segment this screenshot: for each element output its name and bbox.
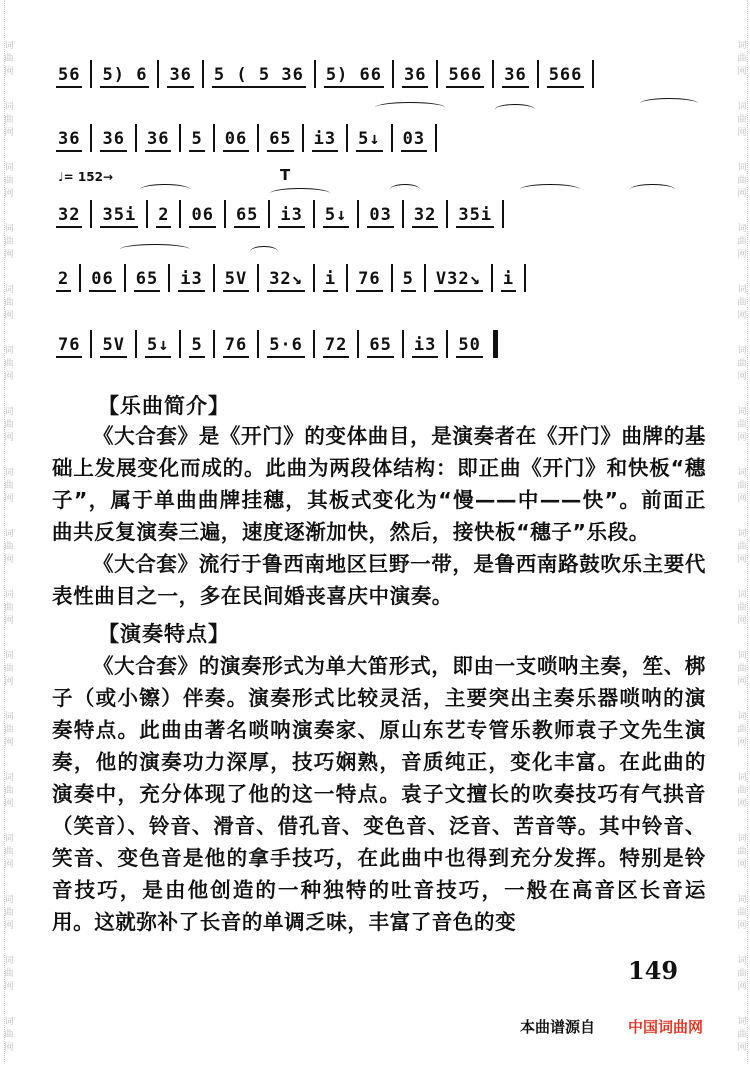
score-measure: 566: [547, 65, 585, 88]
barline: [224, 200, 226, 228]
score-measure: 5↓: [323, 205, 349, 228]
barline: [357, 200, 359, 228]
score-measure: i3: [278, 205, 304, 228]
score-measure: 5↓: [145, 335, 171, 358]
barline: [502, 200, 504, 228]
barline: [346, 124, 348, 152]
barline: [157, 60, 159, 88]
watermark-text: 词 曲 网: [4, 895, 14, 931]
barline: [135, 330, 137, 358]
score-measure: 566: [446, 65, 484, 88]
watermark-text: 词 曲 网: [4, 834, 14, 870]
score-measure: 72: [323, 335, 349, 358]
barline: [313, 264, 315, 292]
barline: [424, 264, 426, 292]
slur: [495, 104, 535, 115]
barline: [491, 264, 493, 292]
source-label: 本曲谱源自: [520, 1018, 596, 1036]
score-measure: 65: [267, 129, 293, 152]
watermark-text: 词 曲 网: [4, 468, 14, 504]
score-line-5: [52, 324, 704, 358]
score-measure: 03: [401, 129, 427, 152]
barline: [90, 124, 92, 152]
score-measure: 35i: [456, 205, 494, 228]
score-measure: 2: [156, 205, 171, 228]
barline: [357, 330, 359, 358]
score-measure: 5V: [100, 335, 126, 358]
barline: [90, 60, 92, 88]
watermark-text: 词 曲 网: [4, 590, 14, 626]
score-measure: 50: [456, 335, 482, 358]
section-title-intro: 【乐曲简介】: [98, 394, 230, 418]
slur: [250, 246, 278, 257]
score-measure: 5) 66: [324, 65, 384, 88]
watermark-text: 词 曲 网: [4, 773, 14, 809]
barline: [313, 200, 315, 228]
barline: [391, 264, 393, 292]
watermark-text: 词 曲 网: [737, 163, 747, 199]
watermark-text: 词 曲 网: [737, 41, 747, 77]
slur: [140, 184, 190, 195]
score-measure: 5↓: [356, 129, 382, 152]
score-measure: 03: [367, 205, 393, 228]
slur: [520, 184, 580, 195]
score-line-2: [52, 118, 704, 152]
watermark-text: 词 曲 网: [4, 529, 14, 565]
barline: [402, 330, 404, 358]
watermark-text: 词 曲 网: [737, 346, 747, 382]
barline: [135, 124, 137, 152]
score-line-3: [52, 194, 704, 228]
barline: [592, 60, 594, 88]
barline: [146, 200, 148, 228]
score-measure: 76: [223, 335, 249, 358]
slur: [390, 184, 420, 195]
barline: [257, 330, 259, 358]
barline: [493, 330, 498, 358]
score-measure: 5: [189, 129, 204, 152]
score-measure: i3: [412, 335, 438, 358]
barline: [90, 200, 92, 228]
watermark-text: 词 曲 网: [737, 651, 747, 687]
score-measure: 65: [234, 205, 260, 228]
watermark-text: 词 曲 网: [737, 224, 747, 260]
score-measure: 36: [145, 129, 171, 152]
score-measure: 2: [56, 269, 71, 292]
watermark-text: 词 曲 网: [737, 895, 747, 931]
left-watermark-column: [3, 40, 15, 1077]
barline: [392, 60, 394, 88]
watermark-text: 词 曲 网: [737, 407, 747, 443]
barline: [268, 200, 270, 228]
watermark-text: 词 曲 网: [4, 1017, 14, 1053]
barline: [537, 60, 539, 88]
score-measure: 36: [167, 65, 193, 88]
score-line-1: [52, 54, 704, 88]
barline: [435, 124, 437, 152]
barline: [346, 264, 348, 292]
watermark-text: 词 曲 网: [4, 163, 14, 199]
barline: [213, 330, 215, 358]
watermark-text: 词 曲 网: [737, 956, 747, 992]
tempo-marking: ♩= 152→: [58, 170, 113, 184]
watermark-text: 词 曲 网: [737, 1017, 747, 1053]
score-measure: 65: [134, 269, 160, 292]
barline: [213, 264, 215, 292]
watermark-text: 词 曲 网: [737, 834, 747, 870]
articulation-mark: T: [280, 166, 291, 184]
intro-paragraph-1: 《大合套》是《开门》的变体曲目，是演奏者在《开门》曲牌的基础上发展变化而成的。此曲为两段体结构：即正曲《开门》和快板“穗子”，属于单曲曲牌挂穗，其板式变化为“慢——中——快”。前面正曲共反复演奏三遍，速度逐渐加快，然后，接快板“穗子”乐段。: [52, 424, 706, 544]
watermark-text: 词 曲 网: [4, 41, 14, 77]
barline: [257, 124, 259, 152]
score-measure: 65: [367, 335, 393, 358]
score-measure: V32↘: [434, 269, 483, 292]
barline: [524, 264, 526, 292]
score-measure: i3: [312, 129, 338, 152]
watermark-text: 词 曲 网: [737, 285, 747, 321]
score-measure: 5: [401, 269, 416, 292]
barline: [402, 200, 404, 228]
barline: [492, 60, 494, 88]
barline: [213, 124, 215, 152]
slur: [270, 188, 330, 199]
barline: [257, 264, 259, 292]
page-number: 149: [628, 956, 679, 985]
score-measure: i: [501, 269, 516, 292]
watermark-text: 词 曲 网: [4, 651, 14, 687]
score-measure: 5·6: [267, 335, 305, 358]
score-measure: 5) 6: [100, 65, 149, 88]
section-title-performance: 【演奏特点】: [98, 622, 230, 646]
score-measure: 76: [356, 269, 382, 292]
barline: [179, 330, 181, 358]
score-measure: 36: [502, 65, 528, 88]
score-measure: 06: [89, 269, 115, 292]
slur: [640, 98, 698, 109]
watermark-text: 词 曲 网: [4, 285, 14, 321]
barline: [436, 60, 438, 88]
watermark-text: 词 曲 网: [4, 712, 14, 748]
barline: [90, 330, 92, 358]
watermark-text: 词 曲 网: [737, 529, 747, 565]
score-measure: 56: [56, 65, 82, 88]
watermark-text: 词 曲 网: [4, 407, 14, 443]
score-measure: 5V: [223, 269, 249, 292]
watermark-text: 词 曲 网: [737, 773, 747, 809]
score-measure: i: [323, 269, 338, 292]
score-measure: 35i: [100, 205, 138, 228]
barline: [314, 60, 316, 88]
watermark-text: 词 曲 网: [4, 346, 14, 382]
watermark-text: 词 曲 网: [4, 102, 14, 138]
watermark-text: 词 曲 网: [737, 590, 747, 626]
barline: [202, 60, 204, 88]
watermark-text: 词 曲 网: [4, 224, 14, 260]
barline: [391, 124, 393, 152]
slur: [375, 102, 445, 113]
slur: [120, 244, 190, 255]
barline: [124, 264, 126, 292]
score-measure: 32: [412, 205, 438, 228]
score-measure: 06: [189, 205, 215, 228]
watermark-text: 词 曲 网: [4, 956, 14, 992]
slur: [630, 184, 675, 195]
watermark-text: 词 曲 网: [737, 102, 747, 138]
barline: [446, 200, 448, 228]
score-measure: 06: [223, 129, 249, 152]
score-measure: 32: [56, 205, 82, 228]
score-measure: 76: [56, 335, 82, 358]
barline: [179, 200, 181, 228]
source-site-link[interactable]: 中国词曲网: [628, 1018, 704, 1036]
barline: [168, 264, 170, 292]
performance-paragraph: 《大合套》的演奏形式为单大笛形式，即由一支唢呐主奏，笙、梆子（或小镲）伴奏。演奏形式比较灵活，主要突出主奏乐器唢呐的演奏特点。此曲由著名唢呐演奏家、原山东艺专管乐教师袁子文先生演奏，他的演奏功力深厚，技巧娴熟，音质纯正，变化丰富。在此曲的演奏中，充分体现了他的这一特点。袁子文擅长的吹奏技巧有气拱音（笑音）、铃音、滑音、借孔音、变色音、泛音、苦音等。其中铃音、笑音、变色音是他的拿手技巧，在此曲中也得到充分发挥。特别是铃音技巧，是由他创造的一种独特的吐音技巧，一般在高音区长音运用。这就弥补了长音的单调乏味，丰富了音色的变: [52, 654, 706, 934]
score-measure: 36: [100, 129, 126, 152]
score-measure: 5 ( 5 36: [212, 65, 306, 88]
barline: [179, 124, 181, 152]
score-measure: 32↘: [267, 269, 305, 292]
barline: [313, 330, 315, 358]
score-measure: 5: [189, 335, 204, 358]
right-watermark-column: [736, 40, 748, 1077]
score-measure: i3: [178, 269, 204, 292]
score-measure: 36: [56, 129, 82, 152]
score-measure: 36: [402, 65, 428, 88]
barline: [302, 124, 304, 152]
barline: [79, 264, 81, 292]
watermark-text: 词 曲 网: [737, 468, 747, 504]
barline: [446, 330, 448, 358]
watermark-text: 词 曲 网: [737, 712, 747, 748]
score-line-4: [52, 258, 704, 292]
intro-paragraph-2: 《大合套》流行于鲁西南地区巨野一带，是鲁西南路鼓吹乐主要代表性曲目之一，多在民间婚丧喜庆中演奏。: [52, 552, 706, 608]
